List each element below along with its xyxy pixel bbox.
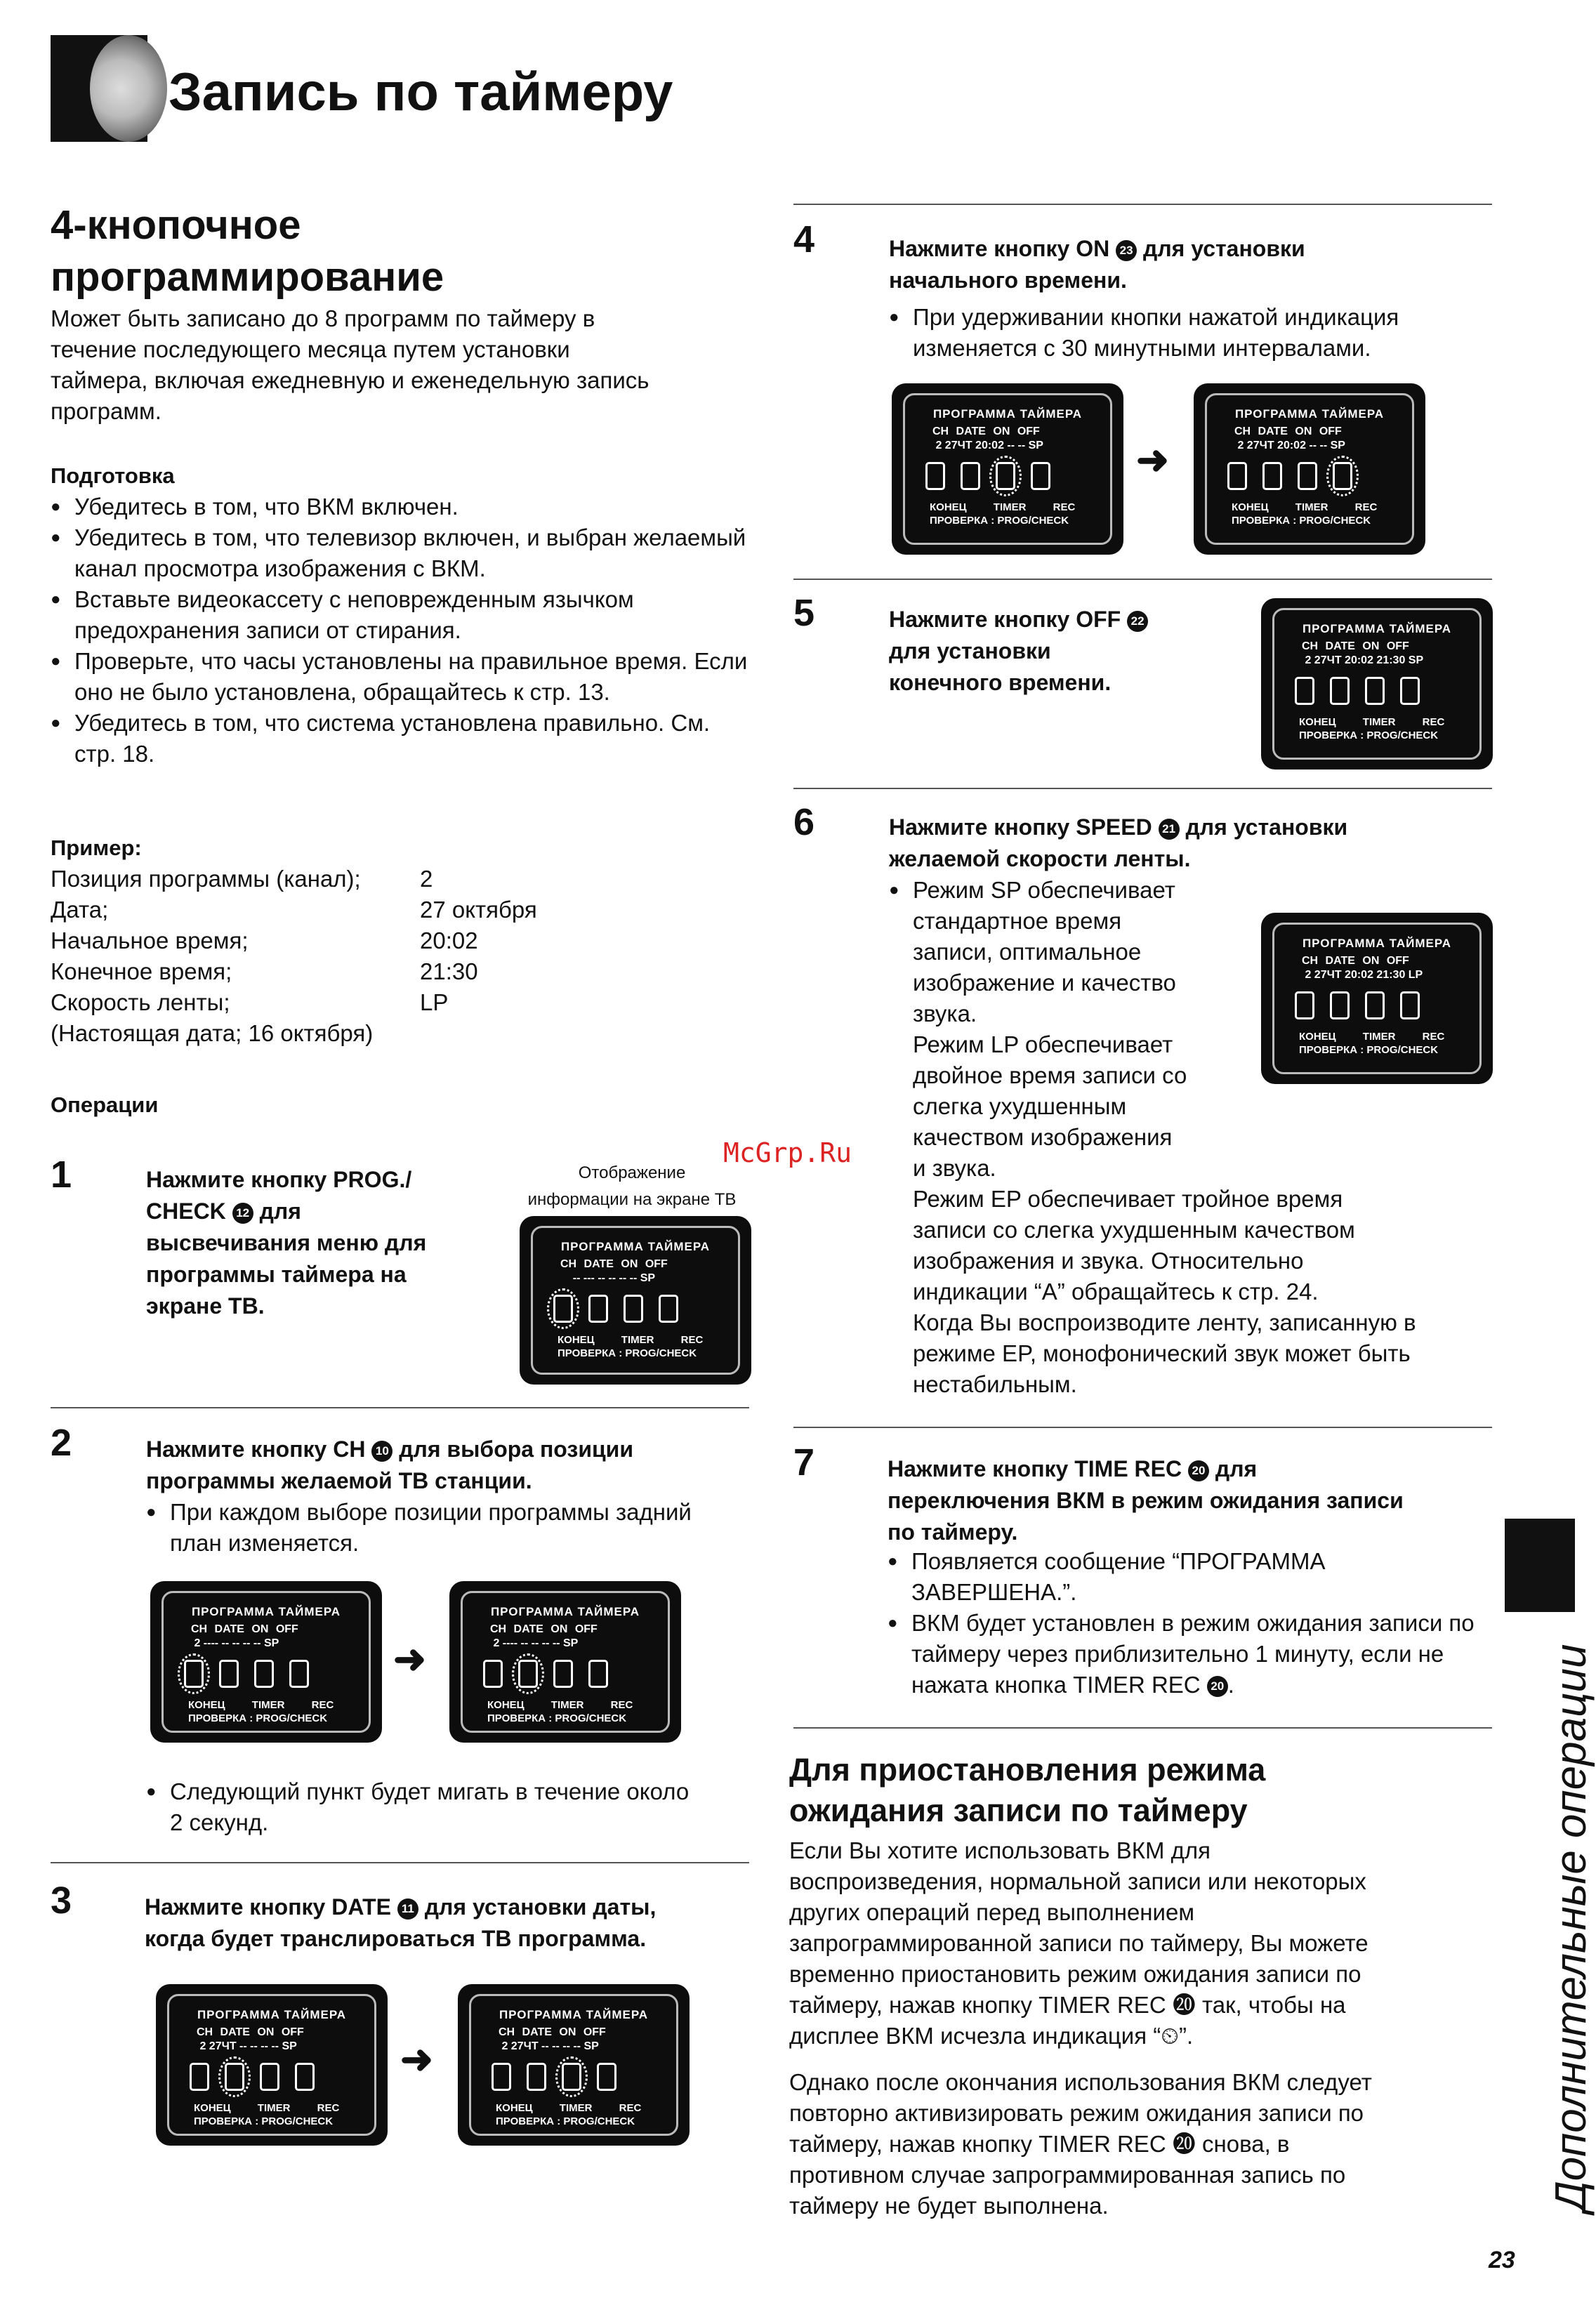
side-tab-marker [1505, 1519, 1575, 1612]
tv-screen-step2a: ПРОГРАММА ТАЙМЕРА CH DATE ON OFF 2 ---- -- -- -- -- SP КОНЕЦ TIMER REC ПРОВЕРКА : PROG/CHECK [150, 1581, 382, 1743]
button-ref-icon: 12 [232, 1203, 253, 1224]
preparation-heading: Подготовка [51, 463, 175, 488]
step-4-bullets [889, 302, 1493, 364]
step-7-number: 7 [793, 1441, 815, 1484]
list-item: ● ВКМ будет установлен в режим ожидания записи по таймеру через приблизительно 1 минуту, если не нажата кнопка TIMER REC 20 . [888, 1608, 1491, 1700]
step-6-description: ● Режим SP обеспечивает стандартное время записи, оптимальное изображение и качество звука. Режим LP обеспечивает двойное время записи со слегка ухудшенным качеством изображения и звука. Режим EP обеспечивает тройное время записи со слегка ухудшенным качеством изображения и звука. Относительно индикации “A” обращайтесь к стр. 24. Когда Вы воспроизводите ленту, записанную в режиме EP, монофонический звук может быть нестабильным. [889, 877, 1416, 1397]
pause-paragraph-2: Однако после окончания использования ВКМ следует повторно активизировать режим ожидания записи по таймеру, нажав кнопку TIMER REC ⓴ снова, в противном случае запрограммированная запись по таймеру не будет выполнена. [789, 2069, 1372, 2219]
list-item: ● Появляется сообщение “ПРОГРАММА ЗАВЕРШЕНА.”. [888, 1546, 1491, 1608]
operations-heading: Операции [51, 1092, 159, 1117]
step-2-number: 2 [51, 1422, 72, 1464]
button-ref-icon: 23 [1116, 240, 1137, 261]
button-ref-icon: 22 [1127, 611, 1148, 632]
step-6-text: Нажмите кнопку SPEED 21 для установки желаемой скорости ленты. [889, 814, 1348, 871]
arrow-right-icon: ➜ [400, 2037, 433, 2081]
button-ref-icon: 20 [1188, 1460, 1209, 1481]
list-item: ● При каждом выборе позиции программы задний план изменяется. [146, 1497, 708, 1559]
section-title: 4-кнопочное программирование [51, 202, 444, 300]
step-3-text: Нажмите кнопку DATE 11 для установки даты, когда будет транслироваться ТВ программа. [145, 1894, 657, 1951]
tv-screen-step5: ПРОГРАММА ТАЙМЕРА CH DATE ON OFF 2 27ЧТ 20:02 21:30 SP КОНЕЦ TIMER REC ПРОВЕРКА : PROG/CHECK [1261, 598, 1493, 770]
side-tab-text: Дополнительные операции [1547, 1644, 1595, 2212]
tv-caption: Отображение информации на экране ТВ [527, 1163, 737, 1209]
step-3-number: 3 [51, 1880, 72, 1922]
step-7-bullets [888, 1546, 1491, 1700]
list-item: ● Проверьте, что часы установлены на правильное время. Если оно не было установлена, обращайтесь к стр. 13. [51, 646, 753, 708]
button-ref-icon: 11 [397, 1898, 418, 1920]
button-ref-icon: 20 [1207, 1676, 1228, 1697]
arrow-right-icon: ➜ [1136, 437, 1169, 482]
preparation-list [51, 491, 753, 770]
example-table: Позиция программы (канал); 2 Дата; 27 октября Начальное время; 20:02 Конечное время; 21:30 Скорость ленты; LP [51, 866, 537, 1015]
page-title: Запись по таймеру [169, 62, 673, 122]
step-4-text: Нажмите кнопку ON 23 для установки начального времени. [889, 236, 1305, 293]
example-note: (Настоящая дата; 16 октября) [51, 1020, 374, 1046]
arrow-right-icon: ➜ [393, 1637, 426, 1681]
example-heading: Пример: [51, 836, 142, 860]
tv-screen-step3a: ПРОГРАММА ТАЙМЕРА CH DATE ON OFF 2 27ЧТ -- -- -- -- SP КОНЕЦ TIMER REC ПРОВЕРКА : PROG/CHECK [156, 1984, 388, 2146]
step-2-bullets-2 [146, 1776, 708, 1838]
pause-section-title: Для приостановления режима ожидания записи по таймеру [789, 1752, 1266, 1828]
list-item: ● Вставьте видеокассету с неповрежденным язычком предохранения записи от стирания. [51, 584, 753, 646]
watermark: McGrp.Ru [723, 1137, 852, 1168]
button-ref-icon: 10 [371, 1441, 393, 1462]
list-item: ● При удерживании кнопки нажатой индикация изменяется с 30 минутными интервалами. [889, 302, 1493, 364]
list-item: ● Убедитесь в том, что система установлена правильно. См. стр. 18. [51, 708, 753, 770]
pause-paragraph-1: Если Вы хотите использовать ВКМ для воспроизведения, нормальной записи или некоторых других операций перед выполнением запрограммированной записи по таймеру, Вы можете временно приостановить режим ожидания записи по таймеру, нажав кнопку TIMER REC ⓴ так, чтобы на дисплее ВКМ исчезла индикация “⏲”. [789, 1837, 1369, 2049]
step-2-bullets [146, 1497, 708, 1559]
list-item: ● Следующий пункт будет мигать в течение около 2 секунд. [146, 1776, 708, 1838]
tv-screen-step6: ПРОГРАММА ТАЙМЕРА CH DATE ON OFF 2 27ЧТ 20:02 21:30 LP КОНЕЦ TIMER REC ПРОВЕРКА : PROG/CHECK [1261, 913, 1493, 1084]
header-decoration [51, 35, 147, 142]
button-ref-icon: 21 [1159, 819, 1180, 840]
step-5-number: 5 [793, 592, 815, 634]
page-number: 23 [1489, 2247, 1515, 2273]
step-2-text: Нажмите кнопку CH 10 для выбора позиции программы желаемой ТВ станции. [146, 1437, 634, 1493]
step-6-number: 6 [793, 801, 815, 843]
step-1-text: Нажмите кнопку PROG./ CHECK 12 для высвечивания меню для программы таймера на экране ТВ. [146, 1167, 427, 1319]
tv-screen-step1: ПРОГРАММА ТАЙМЕРА CH DATE ON OFF -- --- -- -- -- -- SP КОНЕЦ TIMER REC ПРОВЕРКА : PROG/CHECK [520, 1216, 751, 1385]
tv-screen-step3b: ПРОГРАММА ТАЙМЕРА CH DATE ON OFF 2 27ЧТ -- -- -- -- SP КОНЕЦ TIMER REC ПРОВЕРКА : PROG/CHECK [458, 1984, 690, 2146]
tv-screen-step4a: ПРОГРАММА ТАЙМЕРА CH DATE ON OFF 2 27ЧТ 20:02 -- -- SP КОНЕЦ TIMER REC ПРОВЕРКА : PROG/CHECK [892, 383, 1123, 555]
list-item: ● Убедитесь в том, что ВКМ включен. [51, 491, 753, 522]
intro-paragraph: Может быть записано до 8 программ по таймеру в течение последующего месяца путем установки таймера, включая ежедневную и еженедельную запись программ. [51, 305, 649, 424]
step-4-number: 4 [793, 218, 815, 260]
step-1-number: 1 [51, 1154, 72, 1196]
tv-screen-step4b: ПРОГРАММА ТАЙМЕРА CH DATE ON OFF 2 27ЧТ 20:02 -- -- SP КОНЕЦ TIMER REC ПРОВЕРКА : PROG/CHECK [1194, 383, 1425, 555]
tv-screen-step2b: ПРОГРАММА ТАЙМЕРА CH DATE ON OFF 2 ---- -- -- -- -- SP КОНЕЦ TIMER REC ПРОВЕРКА : PROG/CHECK [449, 1581, 681, 1743]
list-item: ● Убедитесь в том, что телевизор включен, и выбран желаемый канал просмотра изображения с ВКМ. [51, 522, 753, 584]
step-7-text: Нажмите кнопку TIME REC 20 для переключения ВКМ в режим ожидания записи по таймеру. [888, 1456, 1404, 1545]
step-5-text: Нажмите кнопку OFF 22 для установки конечного времени. [889, 604, 1268, 699]
